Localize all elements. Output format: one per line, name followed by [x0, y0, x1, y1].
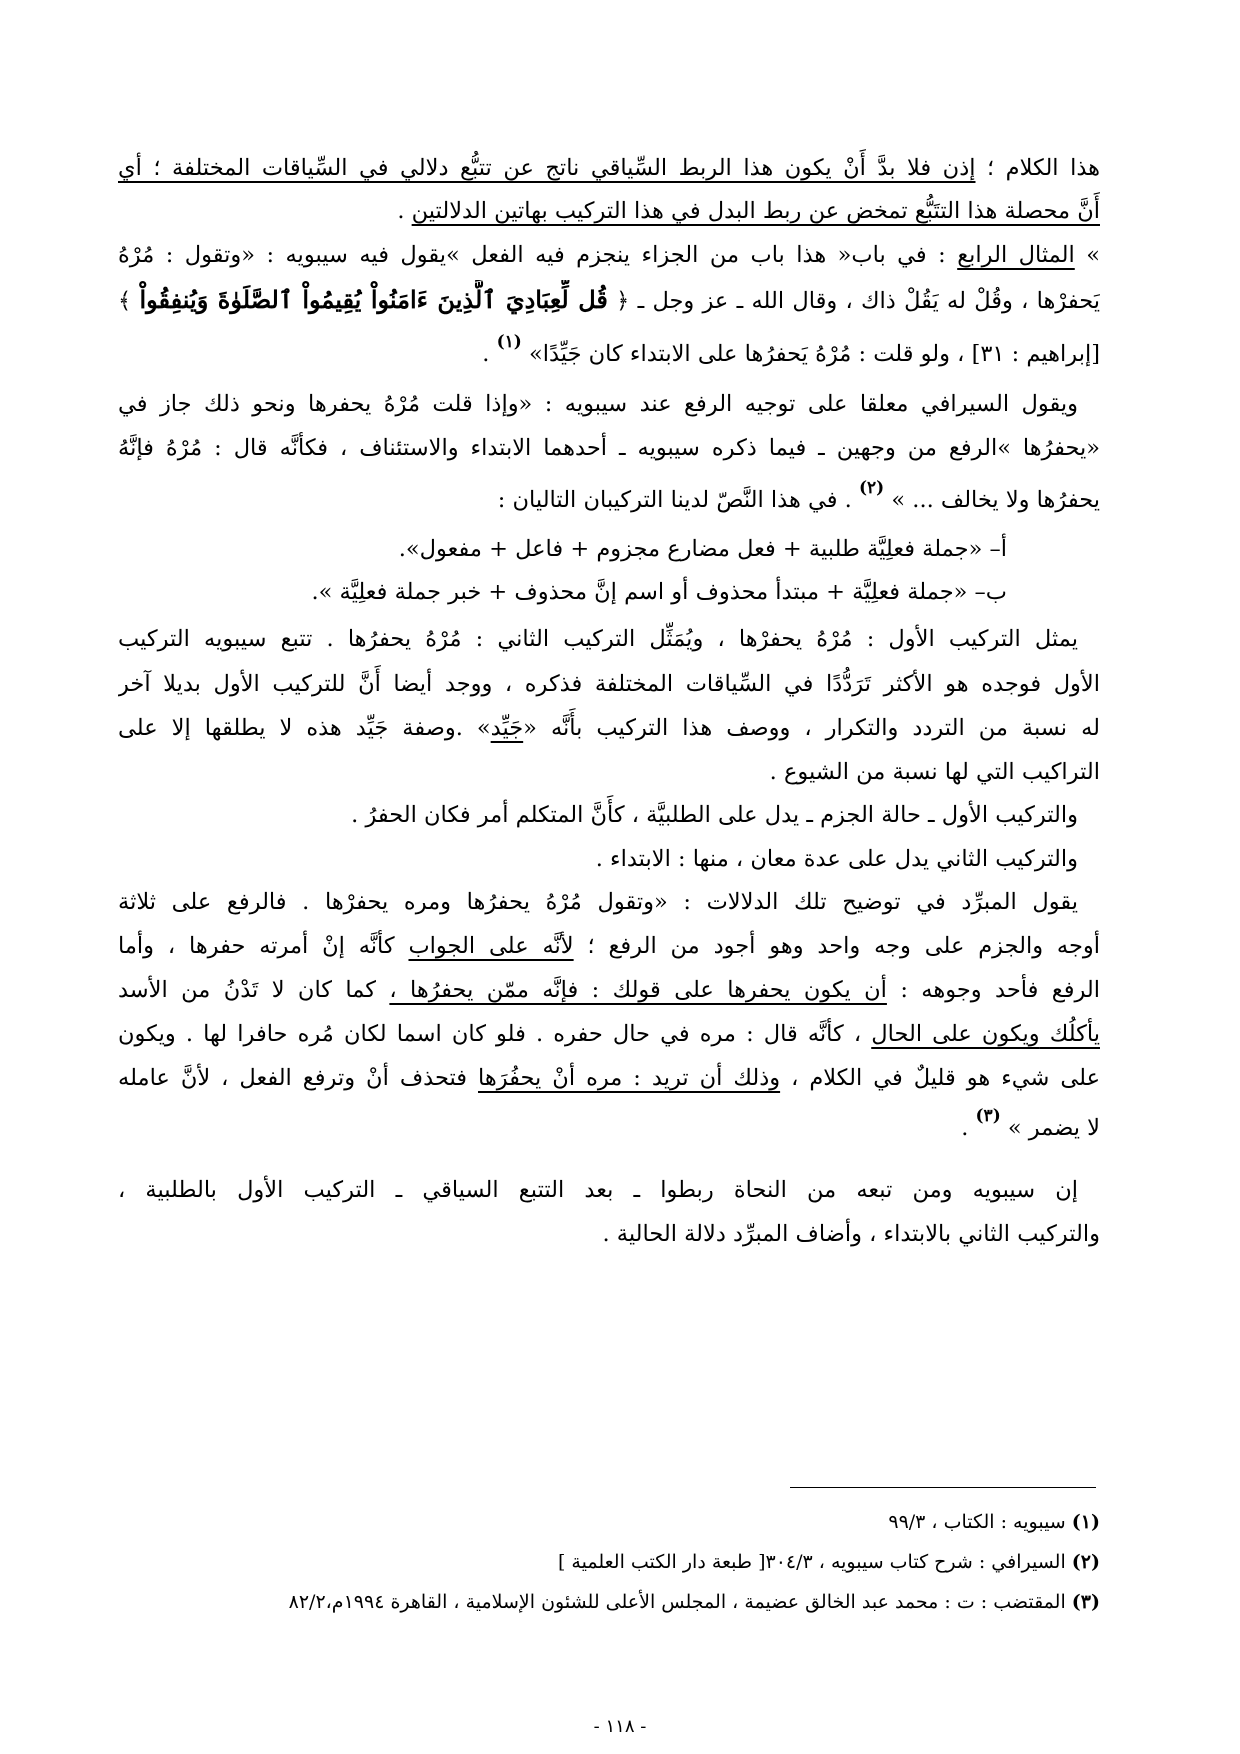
example-heading: المثال الرابع — [957, 242, 1075, 268]
text-line: هذا الكلام ؛ إذن فلا بدَّ أَنْ يكون هذا الربط السِّياقي ناتج عن تتبُّع دلالي في السِّياقات المختلفة ؛ أي — [118, 155, 1100, 181]
footnote: (٣) المقتضب : ت : محمد عبد الخالق عضيمة ، المجلس الأعلى للشئون الإسلامية ، القاهرة ١٩٩٤م،٨٢/٢ — [288, 1591, 1100, 1613]
footnote-ref: (٢) — [858, 480, 885, 498]
text-line: والتركيب الأول ـ حالة الجزم ـ يدل على الطلبيَّة ، كأَنَّ المتكلم أمر فكان الحفرُ . — [351, 802, 1078, 828]
page-number: - ١١٨ - — [593, 1716, 647, 1737]
list-item: ب– «جملة فعلِيَّة + مبتدأ محذوف أو اسم إنَّ محذوف + خبر جملة فعلِيَّة ». — [311, 579, 1007, 605]
text-line: والتركيب الثاني يدل على عدة معان ، منها : الابتداء . — [595, 846, 1078, 872]
text-line: التراكيب التي لها نسبة من الشيوع . — [769, 759, 1100, 785]
footnote: (١) سيبويه : الكتاب ، ٩٩/٣ — [888, 1511, 1100, 1533]
footnote-ref: (١) — [496, 334, 522, 352]
text-line: [إبراهيم : ٣١] ، ولو قلت : مُرْهُ يَحفرُها على الابتداء كان جَيِّدًا» $^{(١)}$ . — [482, 334, 1100, 367]
text-line: له نسبة من التردد والتكرار ، ووصف هذا التركيب بأَنَّه «جَيِّد» .وصفة جَيِّد هذه لا يطلقها إلا على — [118, 715, 1100, 741]
text-line: أوجه والجزم على وجه واحد وهو أجود من الرفع ؛ لأنَّه على الجواب كأنَّه إنْ أمرته حفرها ، وأما — [118, 933, 1100, 959]
text-line: أَنَّ محصلة هذا التتَبُّع تمخض عن ربط البدل في هذا التركيب بهاتين الدلالتين . — [397, 198, 1100, 224]
text-line: «يحفرُها »الرفع من وجهين ـ فيما ذكره سيبويه ـ أحدهما الابتداء والاستئناف ، فكأنَّه قال : مُرْهُ فإنَّهُ — [118, 435, 1100, 461]
text-line: لا يضمر » $^{(٣)}$ . — [961, 1108, 1100, 1141]
text-line: » المثال الرابع : في باب« هذا باب من الجزاء ينجزم فيه الفعل »يقول فيه سيبويه : «وتقول : مُرْهُ — [118, 242, 1100, 268]
footnote: (٢) السيرافي : شرح كتاب سيبويه ، ٣٠٤/٣[ طبعة دار الكتب العلمية ] — [557, 1551, 1100, 1573]
footnote-ref: (٣) — [975, 1108, 1001, 1126]
text-line: يقول المبرِّد في توضيح تلك الدلالات : «وتقول مُرْهُ يحفرُها ومره يحفرْها . فالرفع على ثلاثة — [118, 889, 1078, 915]
footnote-separator — [790, 1487, 1096, 1488]
text-line: الأول فوجده هو الأكثر تَرَدُّدًا في السِّياقات المختلفة فذكره ، ووجد أيضا أَنَّ للتركيب الأول بديلا آخر — [118, 671, 1100, 697]
quran-verse: قُل لِّعِبَادِيَ ٱلَّذِينَ ءَامَنُواْ يُقِيمُواْ ٱلصَّلَوٰةَ وَيُنفِقُواْ — [139, 285, 608, 314]
text-line: يحفرُها ولا يخالف ... » $^{(٢)}$ . في هذا النَّصّ لدينا التركيبان التاليان : — [497, 480, 1100, 513]
text-line: والتركيب الثاني بالابتداء ، وأضاف المبرِّد دلالة الحالية . — [602, 1221, 1100, 1247]
text-line: يَحفرْها ، وقُلْ له يَقُلْ ذاك ، وقال الله ـ عز وجل ـ ﴿ قُل لِّعِبَادِيَ ٱلَّذِينَ ءَامَنُواْ يُقِيمُواْ ٱلصَّلَوٰةَ وَيُنفِقُواْ ﴾ — [118, 285, 1100, 314]
text-line: ويقول السيرافي معلقا على توجيه الرفع عند سيبويه : «وإذا قلت مُرْهُ يحفرها ونحو ذلك جاز في — [118, 391, 1078, 417]
text-line: إن سيبويه ومن تبعه من النحاة ربطوا ـ بعد التتبع السياقي ـ التركيب الأول بالطلبية ، — [118, 1177, 1078, 1203]
text-line: الرفع فأحد وجوهه : أن يكون يحفرها على قولك : فإنَّه ممّن يحفرُها ، كما كان لا تَدْنُ من الأسد — [118, 977, 1100, 1003]
text-line: يأكلُك ويكون على الحال ، كأنَّه قال : مره في حال حفره . فلو كان اسما لكان مُره حافرا لها . ويكون — [118, 1021, 1100, 1047]
text-line: على شيء هو قليلٌ في الكلام ، وذلك أن تريد : مره أنْ يحفُرَها فتحذف أنْ وترفع الفعل ، لأنَّ عامله — [118, 1065, 1100, 1091]
text-line: يمثل التركيب الأول : مُرْهُ يحفرْها ، ويُمَثِّل التركيب الثاني : مُرْهُ يحفرُها . تتبع سيبويه التركيب — [118, 626, 1078, 652]
list-item: أ– «جملة فعلِيَّة طلبية + فعل مضارع مجزوم + فاعل + مفعول». — [398, 536, 1007, 562]
